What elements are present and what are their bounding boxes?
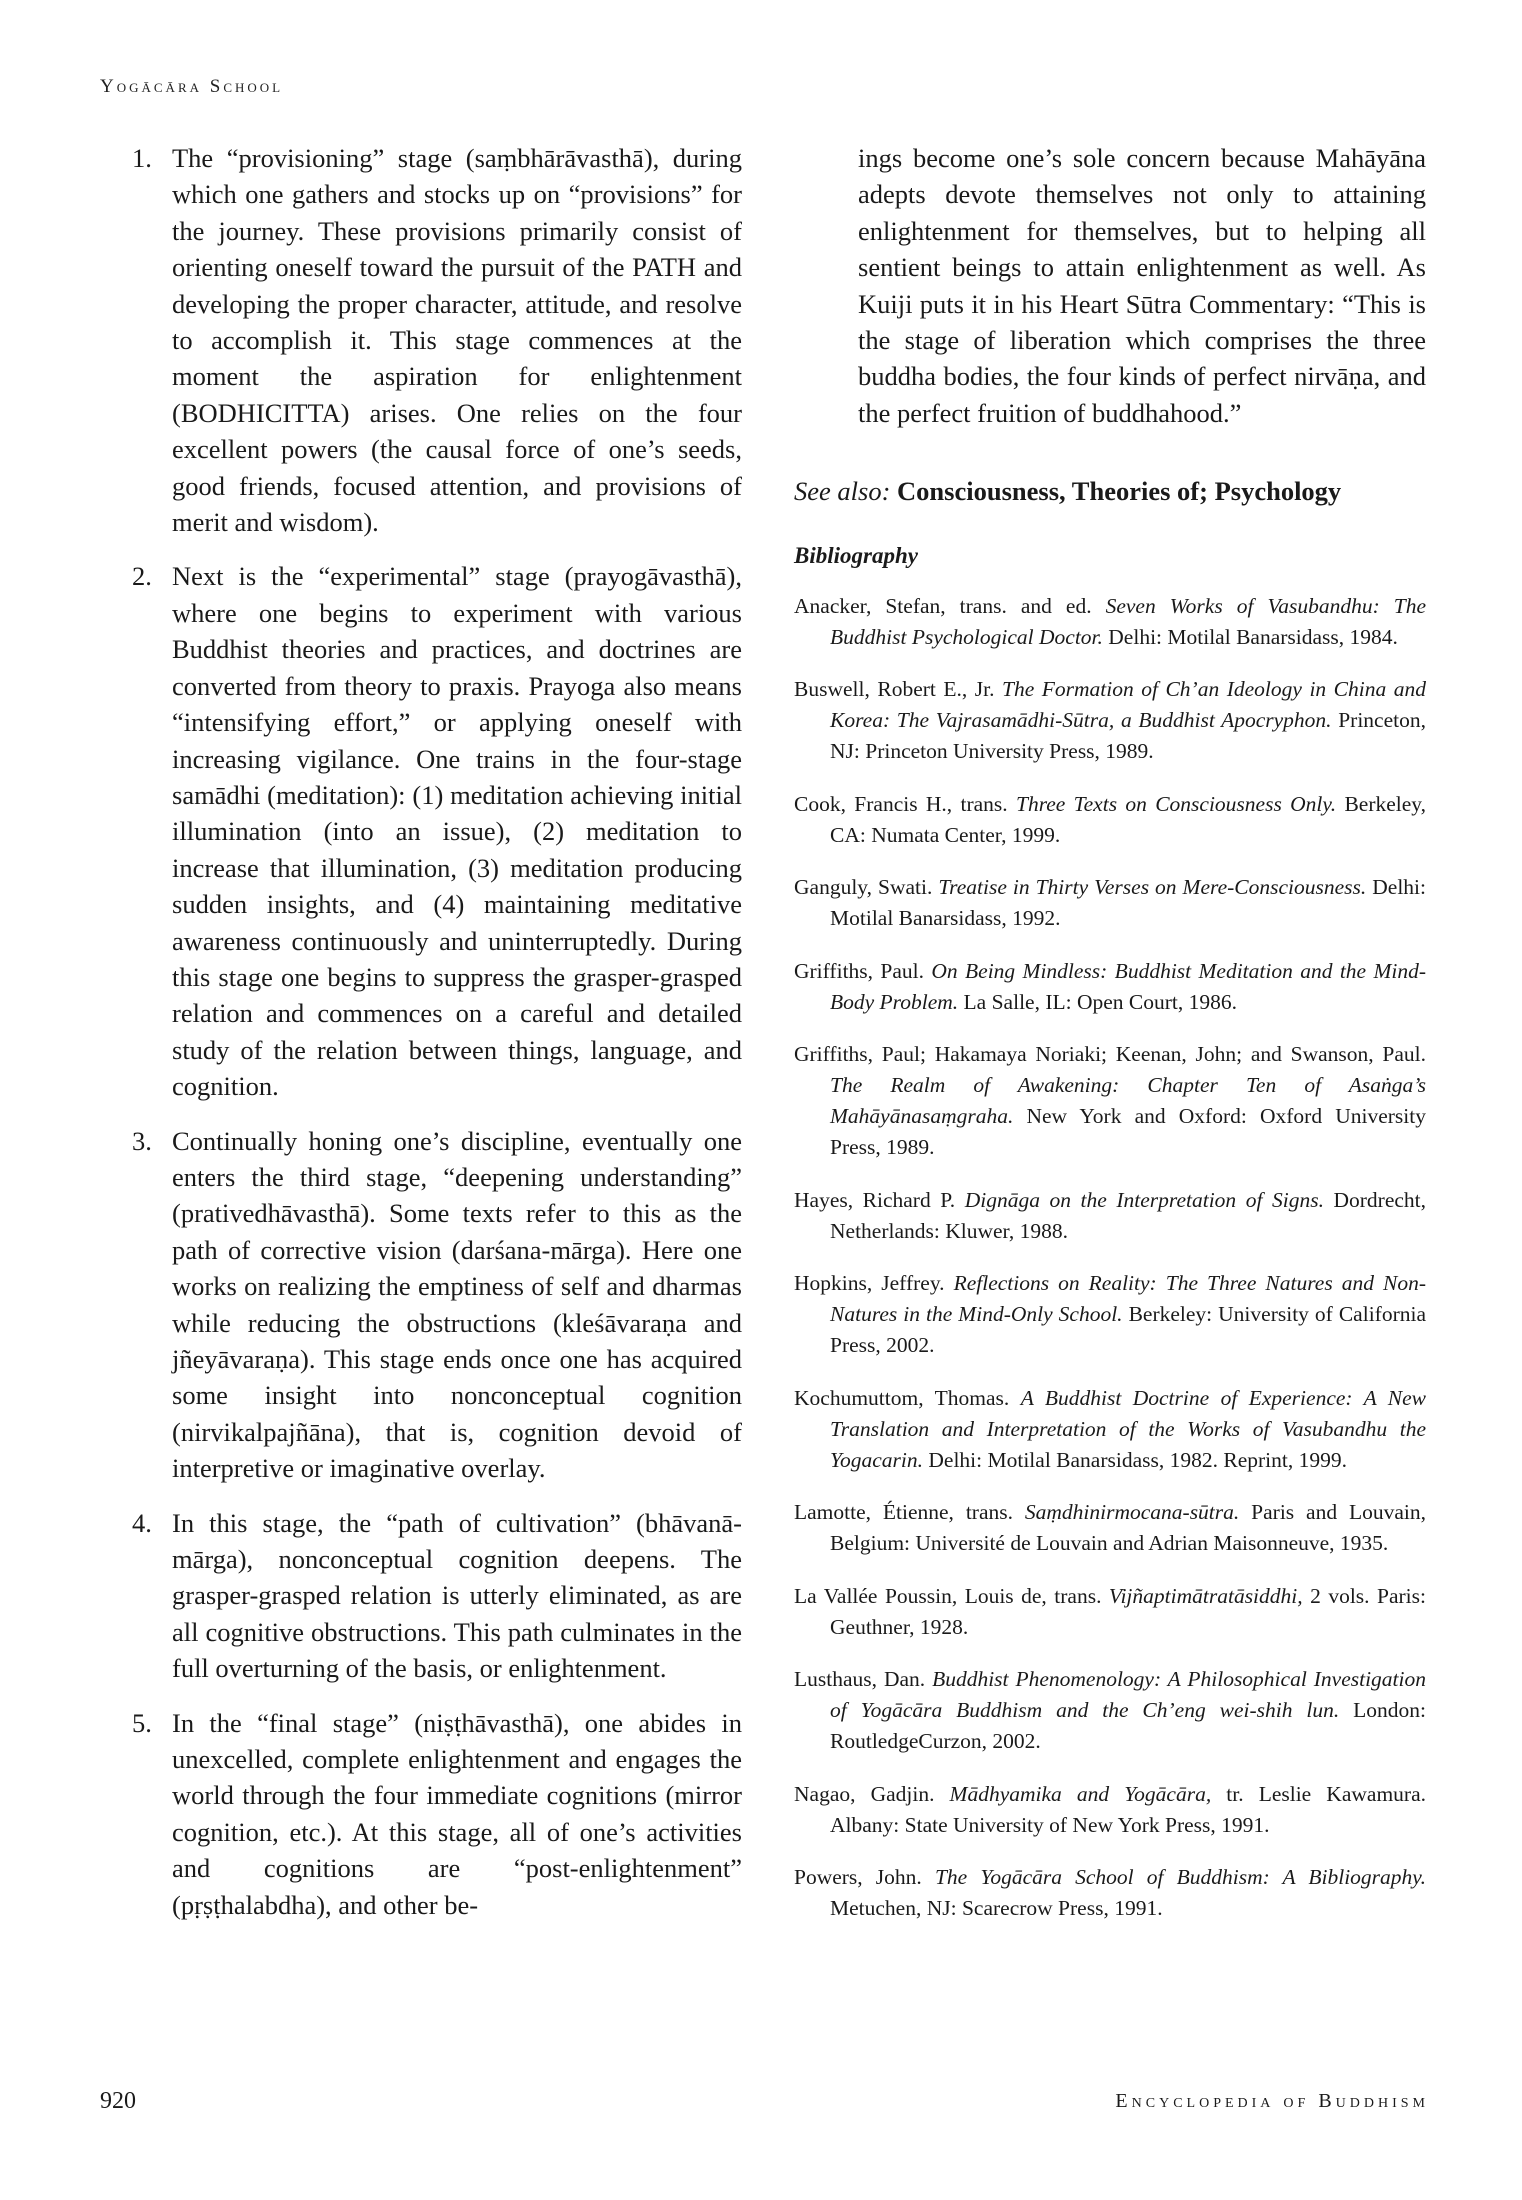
entry-publication: tr. Leslie Kawamura. Albany: State University of New York Press, 1991.: [830, 1781, 1426, 1837]
entry-title: The Realm of Awakening: Chapter Ten of Asaṅga’s Mahāyānasaṃgraha.: [830, 1073, 1426, 1129]
entry-publication: Delhi: Motilal Banarsidass, 1984.: [1108, 624, 1398, 649]
bibliography-entry: [794, 956, 1426, 1018]
list-item: [130, 1705, 742, 1923]
bibliography-entry: [794, 1664, 1426, 1757]
item-number: 1.: [132, 143, 152, 173]
bibliography-entry: [794, 1497, 1426, 1559]
list-item: [130, 1123, 742, 1487]
entry-title: A Buddhist Doctrine of Experience: A New Translation and Interpretation of the Works of Vasubandhu the Yogacarin.: [830, 1385, 1426, 1472]
item-number: 2.: [132, 561, 152, 592]
entry-publication: La Salle, IL: Open Court, 1986.: [963, 989, 1238, 1014]
entry-author: Cook, Francis H., trans.: [794, 791, 1008, 816]
entry-author: Ganguly, Swati.: [794, 875, 933, 900]
right-column: [794, 140, 1426, 1941]
stages-list: [130, 140, 742, 1923]
entry-author: Anacker, Stefan, trans. and ed.: [794, 593, 1092, 618]
entry-title: The Yogācāra School of Buddhism: A Bibliography.: [934, 1865, 1427, 1890]
entry-author: Kochumuttom, Thomas.: [794, 1385, 1010, 1410]
entry-title: Treatise in Thirty Verses on Mere-Consciousness.: [938, 875, 1367, 900]
bibliography-entry: [794, 1383, 1426, 1476]
entry-publication: Metuchen, NJ: Scarecrow Press, 1991.: [830, 1896, 1163, 1921]
bibliography-entry: [794, 1268, 1426, 1361]
entry-publication: London: RoutledgeCurzon, 2002.: [830, 1698, 1426, 1754]
bibliography-entry: [794, 1862, 1426, 1924]
entry-author: Lamotte, Étienne, trans.: [794, 1500, 1013, 1525]
see-also-label: See also:: [794, 476, 891, 507]
bibliography-heading: Bibliography: [794, 543, 918, 569]
entry-title: Saṃdhinirmocana-sūtra.: [1024, 1500, 1240, 1525]
item-text: Continually honing one’s discipline, eventually one enters the third stage, “deepening understanding” (prativedhāvasthā). Some texts refer to this as the path of corrective vision (darśana-mārga). Here one works on realizing the emptiness of self and dharmas while reducing the obstructions (kleśāvaraṇa and jñeyāvaraṇa). This stage ends once one has acquired some insight into nonconceptual cognition (nirvikalpajñāna), that is, cognition devoid of interpretive or imaginative overlay.: [172, 1125, 742, 1484]
list-item: [130, 558, 742, 1104]
continued-paragraph: ings become one’s sole concern because Mahāyāna adepts devote themselves not only to attaining enlightenment for themselves, but to helping all sentient beings to attain enlightenment as well. As Kuiji puts it in his Heart Sūtra Commentary: “This is the stage of liberation which comprises the three buddha bodies, the four kinds of perfect nirvāṇa, and the perfect fruition of buddhahood.”: [858, 143, 1426, 428]
list-item: [130, 140, 742, 540]
page-number: 920: [100, 2088, 136, 2114]
bibliography-entry: [794, 1185, 1426, 1247]
entry-author: Griffiths, Paul; Hakamaya Noriaki; Keenan, John; and Swanson, Paul.: [794, 1042, 1426, 1067]
entry-publication: Dordrecht, Netherlands: Kluwer, 1988.: [830, 1187, 1427, 1243]
entry-title: On Being Mindless: Buddhist Meditation and the Mind-Body Problem.: [830, 958, 1426, 1014]
entry-publication: Paris and Louvain, Belgium: Université de Louvain and Adrian Maisonneuve, 1935.: [830, 1500, 1426, 1556]
entry-title: Mādhyamika and Yogācāra,: [949, 1781, 1212, 1806]
entry-title: Seven Works of Vasubandhu: The Buddhist Psychological Doctor.: [830, 593, 1426, 649]
item-text: Next is the “experimental” stage (prayogāvasthā), where one begins to experiment with various Buddhist theories and practices, and doctrines are converted from theory to praxis. Prayoga also means “intensifying effort,” or applying oneself with increasing vigilance. One trains in the four-stage samādhi (meditation): (1) meditation achieving initial illumination (into an issue), (2) meditation to increase that illumination, (3) meditation producing sudden insights, and (4) maintaining meditative awareness continuously and uninterruptedly. During this stage one begins to suppress the grasper-grasped relation and commences on a careful and detailed study of the relation between things, language, and cognition.: [172, 561, 742, 1102]
entry-author: Hayes, Richard P.: [794, 1187, 956, 1212]
entry-author: Powers, John.: [794, 1865, 922, 1890]
bibliography-entry: [794, 591, 1426, 653]
bibliography-list: [794, 591, 1426, 1925]
entry-author: Lusthaus, Dan.: [794, 1667, 926, 1692]
item-text: The “provisioning” stage (saṃbhārāvasthā), during which one gathers and stocks up on “provisions” for the journey. These provisions primarily consist of orienting oneself toward the pursuit of the PATH and developing the proper character, attitude, and resolve to accomplish it. This stage commences at the moment the aspiration for enlightenment (BODHICITTA) arises. One relies on the four excellent powers (the causal force of one’s seeds, good friends, focused attention, and provisions of merit and wisdom).: [172, 143, 742, 538]
entry-publication: New York and Oxford: Oxford University Press, 1989.: [830, 1104, 1426, 1160]
item-number: 3.: [132, 1125, 152, 1156]
item-number: 5.: [132, 1707, 152, 1738]
entry-title: Dignāga on the Interpretation of Signs.: [964, 1187, 1324, 1212]
item-number: 4.: [132, 1507, 152, 1538]
bibliography-entry: [794, 674, 1426, 767]
entry-author: Griffiths, Paul.: [794, 958, 924, 983]
bibliography-entry: [794, 1779, 1426, 1841]
entry-title: The Formation of Ch’an Ideology in China and Korea: The Vajrasamādhi-Sūtra, a Buddhist Apocryphon.: [830, 677, 1427, 733]
bibliography-entry: [794, 1581, 1426, 1643]
entry-author: Buswell, Robert E., Jr.: [794, 677, 995, 702]
bibliography-entry: [794, 872, 1426, 934]
entry-author: Nagao, Gadjin.: [794, 1781, 935, 1806]
see-also: [794, 473, 1426, 509]
list-item: [130, 1505, 742, 1687]
left-column: [130, 140, 742, 1941]
entry-publication: Delhi: Motilal Banarsidass, 1992.: [830, 875, 1427, 931]
see-also-topics[interactable]: Consciousness, Theories of; Psychology: [897, 476, 1342, 507]
item-text: In this stage, the “path of cultivation” (bhāvanā-mārga), nonconceptual cognition deepens. The grasper-grasped relation is utterly eliminated, as are all cognitive obstructions. This path culminates in the full overturning of the basis, or enlightenment.: [172, 1507, 742, 1684]
footer-book-title: Encyclopedia of Buddhism: [1115, 2090, 1429, 2112]
entry-publication: 2 vols. Paris: Geuthner, 1928.: [830, 1583, 1426, 1639]
entry-title: Vijñaptimātratāsiddhi,: [1108, 1583, 1303, 1608]
entry-publication: Delhi: Motilal Banarsidass, 1982. Reprint, 1999.: [928, 1447, 1347, 1472]
entry-publication: Berkeley: University of California Press, 2002.: [830, 1302, 1427, 1358]
running-head: Yogācāra School: [100, 76, 284, 97]
entry-title: Three Texts on Consciousness Only.: [1015, 791, 1337, 816]
entry-publication: Princeton, NJ: Princeton University Press, 1989.: [830, 708, 1426, 764]
entry-publication: Berkeley, CA: Numata Center, 1999.: [830, 791, 1427, 847]
entry-title: Reflections on Reality: The Three Natures and Non-Natures in the Mind-Only School.: [830, 1271, 1426, 1327]
entry-author: La Vallée Poussin, Louis de, trans.: [794, 1583, 1102, 1608]
bibliography-entry: [794, 789, 1426, 851]
entry-title: Buddhist Phenomenology: A Philosophical Investigation of Yogācāra Buddhism and the Ch’eng wei-shih lun.: [830, 1667, 1426, 1723]
entry-author: Hopkins, Jeffrey.: [794, 1271, 945, 1296]
bibliography-entry: [794, 1039, 1426, 1163]
item-text: In the “final stage” (niṣṭhāvasthā), one abides in unexcelled, complete enlightenment and engages the world through the four immediate cognitions (mirror cognition, etc.). At this stage, all of one’s activities and cognitions are “post-enlightenment” (pṛṣṭhalabdha), and other be-: [172, 1707, 742, 1920]
